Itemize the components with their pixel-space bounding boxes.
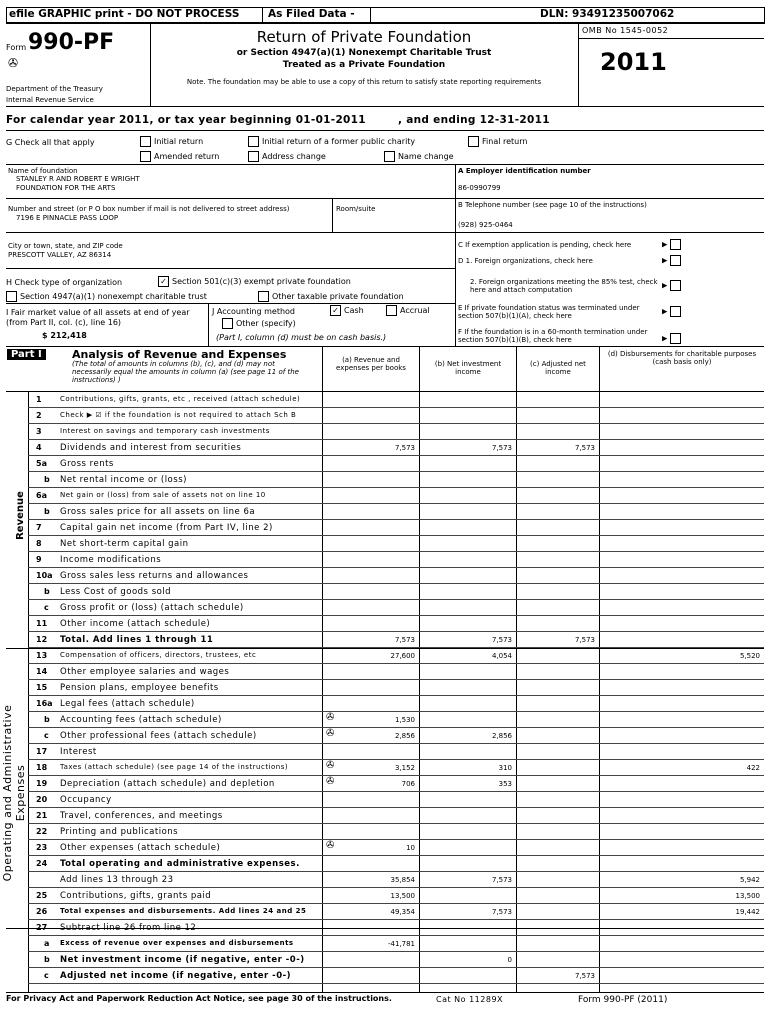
row-value-b: 7,573 (491, 908, 512, 916)
row-label: Net investment income (if negative, enter -0-) (60, 955, 305, 965)
i-label: I Fair market value of all assets at end of year (from Part II, col. (c), line 16) (6, 308, 190, 327)
row-line (28, 647, 764, 648)
row-value-d: 5,942 (739, 876, 760, 884)
row-number: b (44, 507, 50, 516)
row-line (28, 679, 764, 680)
row-label: Gross sales less returns and allowances (60, 571, 249, 581)
name-label: Name of foundation (8, 167, 78, 175)
ein-value: 86-0990799 (458, 184, 501, 192)
row-number: 22 (36, 827, 48, 836)
row-value-b: 7,573 (491, 876, 512, 884)
row-line (28, 935, 764, 936)
row-label: Gross profit or (loss) (attach schedule) (60, 603, 244, 613)
row-label: Total operating and administrative expenses. (60, 859, 300, 869)
row-number: b (44, 475, 50, 484)
calendar-year-text: For calendar year 2011, or tax year beginning 01-01-2011 (6, 114, 366, 126)
col-c-header: (c) Adjusted net income (530, 360, 586, 376)
row-label: Pension plans, employee benefits (60, 683, 219, 693)
row-value-a: 1,530 (394, 716, 415, 724)
row-line (28, 711, 764, 712)
row-number: 5a (36, 459, 47, 468)
attachment-icon[interactable]: ✇ (326, 840, 335, 851)
row-number: 8 (36, 539, 42, 548)
amended-return-checkbox[interactable]: Amended return (140, 151, 219, 162)
row-number: 13 (36, 651, 48, 660)
row-number: c (44, 971, 49, 980)
row-value-a: 10 (406, 844, 415, 852)
row-line (28, 663, 764, 664)
i-value: $ 212,418 (42, 331, 87, 340)
row-label: Interest on savings and temporary cash investments (60, 427, 270, 435)
row-label: Adjusted net income (if negative, enter -0-) (60, 971, 292, 981)
initial-former-checkbox[interactable]: Initial return of a former public charity (248, 136, 415, 147)
row-value-b: 310 (498, 764, 512, 772)
row-line (28, 407, 764, 408)
col-a-header: (a) Revenue and expenses per books (336, 356, 406, 372)
row-number: 21 (36, 811, 48, 820)
c-checkbox[interactable]: ▶ (662, 239, 684, 250)
e-checkbox[interactable]: ▶ (662, 306, 684, 317)
row-value-c: 7,573 (574, 636, 595, 644)
row-line (28, 775, 764, 776)
attachment-icon[interactable]: ✇ (326, 760, 335, 771)
row-label: Contributions, gifts, grants, etc , received (attach schedule) (60, 395, 301, 403)
row-label: Net rental income or (loss) (60, 475, 187, 485)
street-label: Number and street (or P O box number if mail is not delivered to street address) (8, 205, 290, 213)
j-label: J Accounting method (212, 307, 296, 316)
row-label: Total expenses and disbursements. Add lines 24 and 25 (60, 907, 307, 915)
row-number: 27 (36, 923, 48, 932)
privacy-notice: For Privacy Act and Paperwork Reduction Act Notice, see page 30 of the instructions. (6, 994, 392, 1003)
row-line (28, 791, 764, 792)
row-number: 18 (36, 763, 48, 772)
row-number: 19 (36, 779, 48, 788)
row-value-b: 7,573 (491, 636, 512, 644)
row-label: Taxes (attach schedule) (see page 14 of the instructions) (60, 763, 289, 771)
h-label: H Check type of organization (6, 278, 123, 287)
city-label: City or town, state, and ZIP code (8, 242, 123, 250)
irs-name: Internal Revenue Service (6, 96, 94, 104)
row-line (28, 471, 764, 472)
dept-treasury: Department of the Treasury (6, 85, 103, 93)
row-value-a: 35,854 (390, 876, 415, 884)
row-value-a: 49,354 (390, 908, 415, 916)
row-label: Contributions, gifts, grants paid (60, 891, 212, 901)
row-value-a: 706 (401, 780, 415, 788)
row-line (28, 967, 764, 968)
row-label: Other income (attach schedule) (60, 619, 211, 629)
row-line (28, 807, 764, 808)
row-value-b: 2,856 (491, 732, 512, 740)
form-footer: Form 990-PF (2011) (578, 995, 668, 1005)
row-number: 24 (36, 859, 48, 868)
row-line (28, 487, 764, 488)
calendar-ending-text: , and ending 12-31-2011 (398, 114, 550, 126)
phone-value: (928) 925-0464 (458, 221, 513, 229)
form-prefix: Form (6, 43, 27, 52)
row-value-b: 4,054 (491, 652, 512, 660)
expenses-side-label: Operating and Administrative Expenses (1, 704, 27, 882)
row-number: b (44, 587, 50, 596)
attachment-icon[interactable]: ✇ (326, 728, 335, 739)
row-value-a: 7,573 (394, 444, 415, 452)
omb-number: OMB No 1545-0052 (582, 26, 669, 35)
attachment-icon[interactable]: ✇ (326, 776, 335, 787)
dln: DLN: 93491235007062 (540, 8, 675, 20)
address-change-checkbox[interactable]: Address change (248, 151, 326, 162)
row-label: Interest (60, 747, 97, 757)
row-number: b (44, 955, 50, 964)
row-label: Gross sales price for all assets on line 6a (60, 507, 256, 517)
row-label: Capital gain net income (from Part IV, line 2) (60, 523, 273, 533)
row-line (28, 631, 764, 632)
tax-year: 2011 (600, 48, 667, 76)
row-value-d: 13,500 (735, 892, 760, 900)
row-line (28, 823, 764, 824)
row-line (28, 503, 764, 504)
irs-eagle-icon: ✇ (8, 56, 19, 70)
row-line (28, 695, 764, 696)
form-number: 990-PF (28, 30, 115, 55)
form-subtitle-2: Treated as a Private Foundation (282, 60, 446, 70)
row-label: Printing and publications (60, 827, 179, 837)
row-line (28, 599, 764, 600)
attachment-icon[interactable]: ✇ (326, 712, 335, 723)
section-501c3-checkbox[interactable]: ✓ Section 501(c)(3) exempt private foundation (158, 276, 351, 287)
row-number: 4 (36, 443, 42, 452)
name-change-checkbox[interactable]: Name change (384, 151, 454, 162)
row-line (28, 871, 764, 872)
row-number: 15 (36, 683, 48, 692)
city-value: PRESCOTT VALLEY, AZ 86314 (8, 251, 112, 259)
check-all-label: G Check all that apply (6, 138, 95, 147)
row-label: Net gain or (loss) from sale of assets not on line 10 (60, 491, 266, 499)
row-number: 1 (36, 395, 42, 404)
col-d-header: (d) Disbursements for charitable purposes (cash basis only) (607, 350, 757, 366)
c-label: C If exemption application is pending, check here (458, 241, 632, 249)
row-line (28, 983, 764, 984)
row-line (28, 535, 764, 536)
foundation-name-1: STANLEY R AND ROBERT E WRIGHT (16, 175, 140, 183)
cat-number: Cat No 11289X (436, 995, 504, 1004)
revenue-side-label: Revenue (14, 491, 26, 540)
row-value-a: -41,781 (387, 940, 415, 948)
row-line (28, 743, 764, 744)
ein-label: A Employer identification number (458, 167, 591, 175)
row-value-d: 19,442 (735, 908, 760, 916)
row-label: Total. Add lines 1 through 11 (60, 635, 214, 645)
row-label: Add lines 13 through 23 (60, 875, 174, 885)
row-number: 9 (36, 555, 42, 564)
row-label: Other expenses (attach schedule) (60, 843, 221, 853)
row-label: Net short-term capital gain (60, 539, 189, 549)
row-value-d: 5,520 (739, 652, 760, 660)
row-line (28, 855, 764, 856)
row-line (28, 583, 764, 584)
row-value-a: 7,573 (394, 636, 415, 644)
row-line (28, 919, 764, 920)
other-taxable-checkbox[interactable]: Other taxable private foundation (258, 291, 404, 302)
row-value-a: 3,152 (394, 764, 415, 772)
part-title: Analysis of Revenue and Expenses (72, 348, 287, 361)
efile-banner-text: efile GRAPHIC print - DO NOT PROCESS (9, 8, 240, 20)
row-number: 14 (36, 667, 48, 676)
row-line (28, 519, 764, 520)
row-number: 20 (36, 795, 48, 804)
part-title-note: (The total of amounts in columns (b), (c), and (d) may not necessarily equal the amounts in column (a) (see page 11 of the instructions) ) (72, 360, 299, 384)
row-label: Check ▶ ☑ if the foundation is not required to attach Sch B (60, 411, 297, 419)
form-title: Return of Private Foundation (256, 28, 472, 46)
row-line (28, 439, 764, 440)
d2-checkbox[interactable]: ▶ (662, 280, 684, 291)
row-line (28, 551, 764, 552)
row-line (28, 567, 764, 568)
row-label: Legal fees (attach schedule) (60, 699, 195, 709)
f-checkbox[interactable]: ▶ (662, 333, 684, 344)
row-line (28, 951, 764, 952)
form-note: Note. The foundation may be able to use a copy of this return to satisfy state reporting requirements (186, 78, 542, 86)
row-number: 25 (36, 891, 48, 900)
row-value-b: 7,573 (491, 444, 512, 452)
row-label: Gross rents (60, 459, 114, 469)
row-number: c (44, 603, 49, 612)
row-number: 2 (36, 411, 42, 420)
as-filed-label: As Filed Data - (268, 8, 355, 20)
row-label: Depreciation (attach schedule) and depletion (60, 779, 275, 789)
row-line (28, 759, 764, 760)
d2-label: 2. Foreign organizations meeting the 85% test, check here and attach computation (470, 278, 658, 294)
row-value-b: 353 (498, 780, 512, 788)
e-label: E If private foundation status was terminated under section 507(b)(1)(A), check here (458, 304, 640, 320)
d1-label: D 1. Foreign organizations, check here (458, 257, 593, 265)
row-label: Income modifications (60, 555, 162, 565)
row-number: 6a (36, 491, 47, 500)
row-number: c (44, 731, 49, 740)
row-label: Less Cost of goods sold (60, 587, 172, 597)
row-label: Accounting fees (attach schedule) (60, 715, 222, 725)
col-b-header: (b) Net investment income (434, 360, 502, 376)
row-number: 23 (36, 843, 48, 852)
section-4947-checkbox[interactable]: Section 4947(a)(1) nonexempt charitable trust (6, 291, 207, 302)
row-number: 3 (36, 427, 42, 436)
row-label: Other professional fees (attach schedule) (60, 731, 257, 741)
d1-checkbox[interactable]: ▶ (662, 255, 684, 266)
part-label: Part I (7, 349, 46, 360)
row-line (28, 615, 764, 616)
cash-checkbox[interactable]: ✓ Cash (330, 305, 364, 316)
j-note: (Part I, column (d) must be on cash basis.) (216, 333, 387, 342)
row-number: 11 (36, 619, 48, 628)
row-line (28, 455, 764, 456)
row-label: Excess of revenue over expenses and disbursements (60, 939, 294, 947)
row-number: 7 (36, 523, 42, 532)
row-label: Other employee salaries and wages (60, 667, 230, 677)
initial-return-checkbox[interactable]: Initial return (140, 136, 203, 147)
form-subtitle-1: or Section 4947(a)(1) Nonexempt Charitable Trust (236, 48, 492, 58)
row-value-d: 422 (746, 764, 760, 772)
foundation-name-2: FOUNDATION FOR THE ARTS (16, 184, 116, 192)
accrual-checkbox[interactable]: Accrual (386, 305, 430, 316)
row-line (28, 423, 764, 424)
room-label: Room/suite (336, 205, 376, 213)
phone-label: B Telephone number (see page 10 of the instructions) (458, 201, 647, 209)
row-line (28, 887, 764, 888)
row-value-a: 13,500 (390, 892, 415, 900)
final-return-checkbox[interactable]: Final return (468, 136, 527, 147)
row-number: 26 (36, 907, 48, 916)
street-value: 7196 E PINNACLE PASS LOOP (16, 214, 119, 222)
row-value-a: 27,600 (390, 652, 415, 660)
row-line (28, 839, 764, 840)
row-label: Compensation of officers, directors, trustees, etc (60, 651, 257, 659)
row-label: Occupancy (60, 795, 112, 805)
f-label: F If the foundation is in a 60-month termination under section 507(b)(1)(B), check here (458, 328, 648, 344)
row-value-c: 7,573 (574, 444, 595, 452)
row-number: a (44, 939, 50, 948)
row-number: 10a (36, 571, 53, 580)
row-label: Dividends and interest from securities (60, 443, 242, 453)
row-number: 12 (36, 635, 48, 644)
row-line (28, 903, 764, 904)
row-value-a: 2,856 (394, 732, 415, 740)
row-number: 16a (36, 699, 53, 708)
row-label: Subtract line 26 from line 12 (60, 923, 197, 933)
row-label: Travel, conferences, and meetings (60, 811, 223, 821)
row-value-c: 7,573 (574, 972, 595, 980)
row-value-b: 0 (507, 956, 512, 964)
other-method-checkbox[interactable]: Other (specify) (222, 318, 296, 329)
row-line (28, 727, 764, 728)
row-number: b (44, 715, 50, 724)
row-number: 17 (36, 747, 48, 756)
